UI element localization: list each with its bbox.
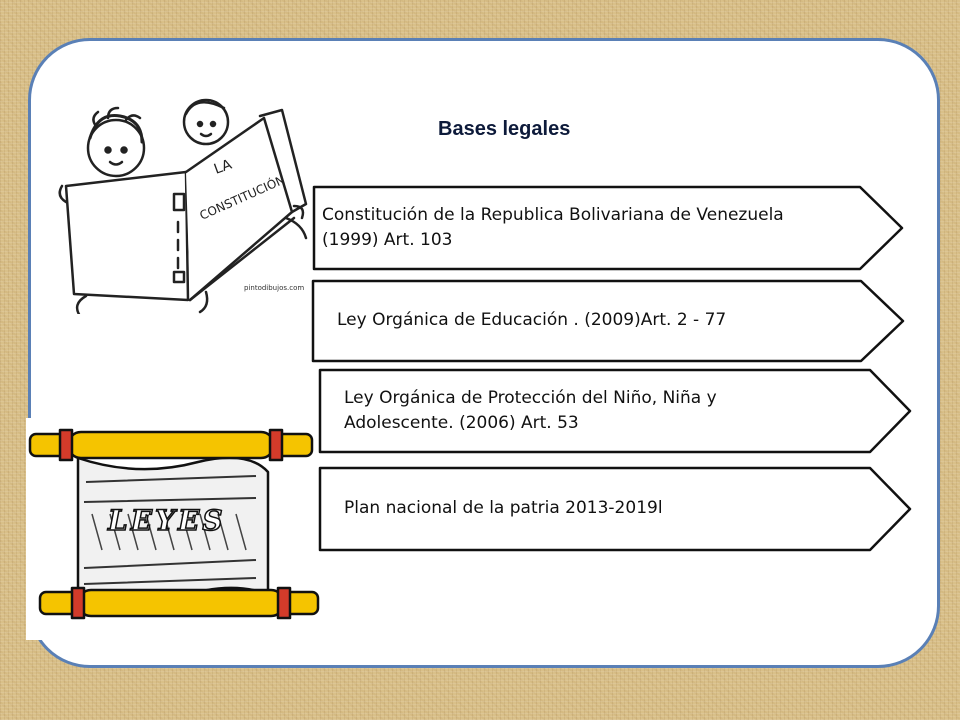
legal-basis-item-lopna <box>318 368 912 454</box>
item-text-line1: Plan nacional de la patria 2013-2019l <box>344 498 663 519</box>
scroll-word-leyes: LEYES <box>108 504 226 537</box>
leyes-scroll-illustration <box>26 418 324 640</box>
item-text-line1: Ley Orgánica de Educación . (2009)Art. 2 - 77 <box>337 310 727 331</box>
legal-basis-item-constitucion <box>312 185 904 271</box>
item-text-line2: Adolescente. (2006) Art. 53 <box>344 413 579 433</box>
legal-basis-item-plan-patria <box>318 466 912 552</box>
page-title: Bases legales <box>438 118 571 140</box>
illustration-credit: pintodibujos.com <box>244 284 305 292</box>
item-text-line2: (1999) Art. 103 <box>322 230 453 250</box>
constitution-book-illustration <box>56 86 316 314</box>
item-text-line1: Ley Orgánica de Protección del Niño, Niña y <box>344 387 717 408</box>
item-text-line1: Constitución de la Republica Bolivariana de Venezuela <box>322 204 784 225</box>
legal-basis-item-educacion <box>311 279 905 363</box>
book-cover-text-constitucion: CONSTITUCIÓN <box>197 172 288 223</box>
book-cover-text-la: LA <box>211 156 235 178</box>
